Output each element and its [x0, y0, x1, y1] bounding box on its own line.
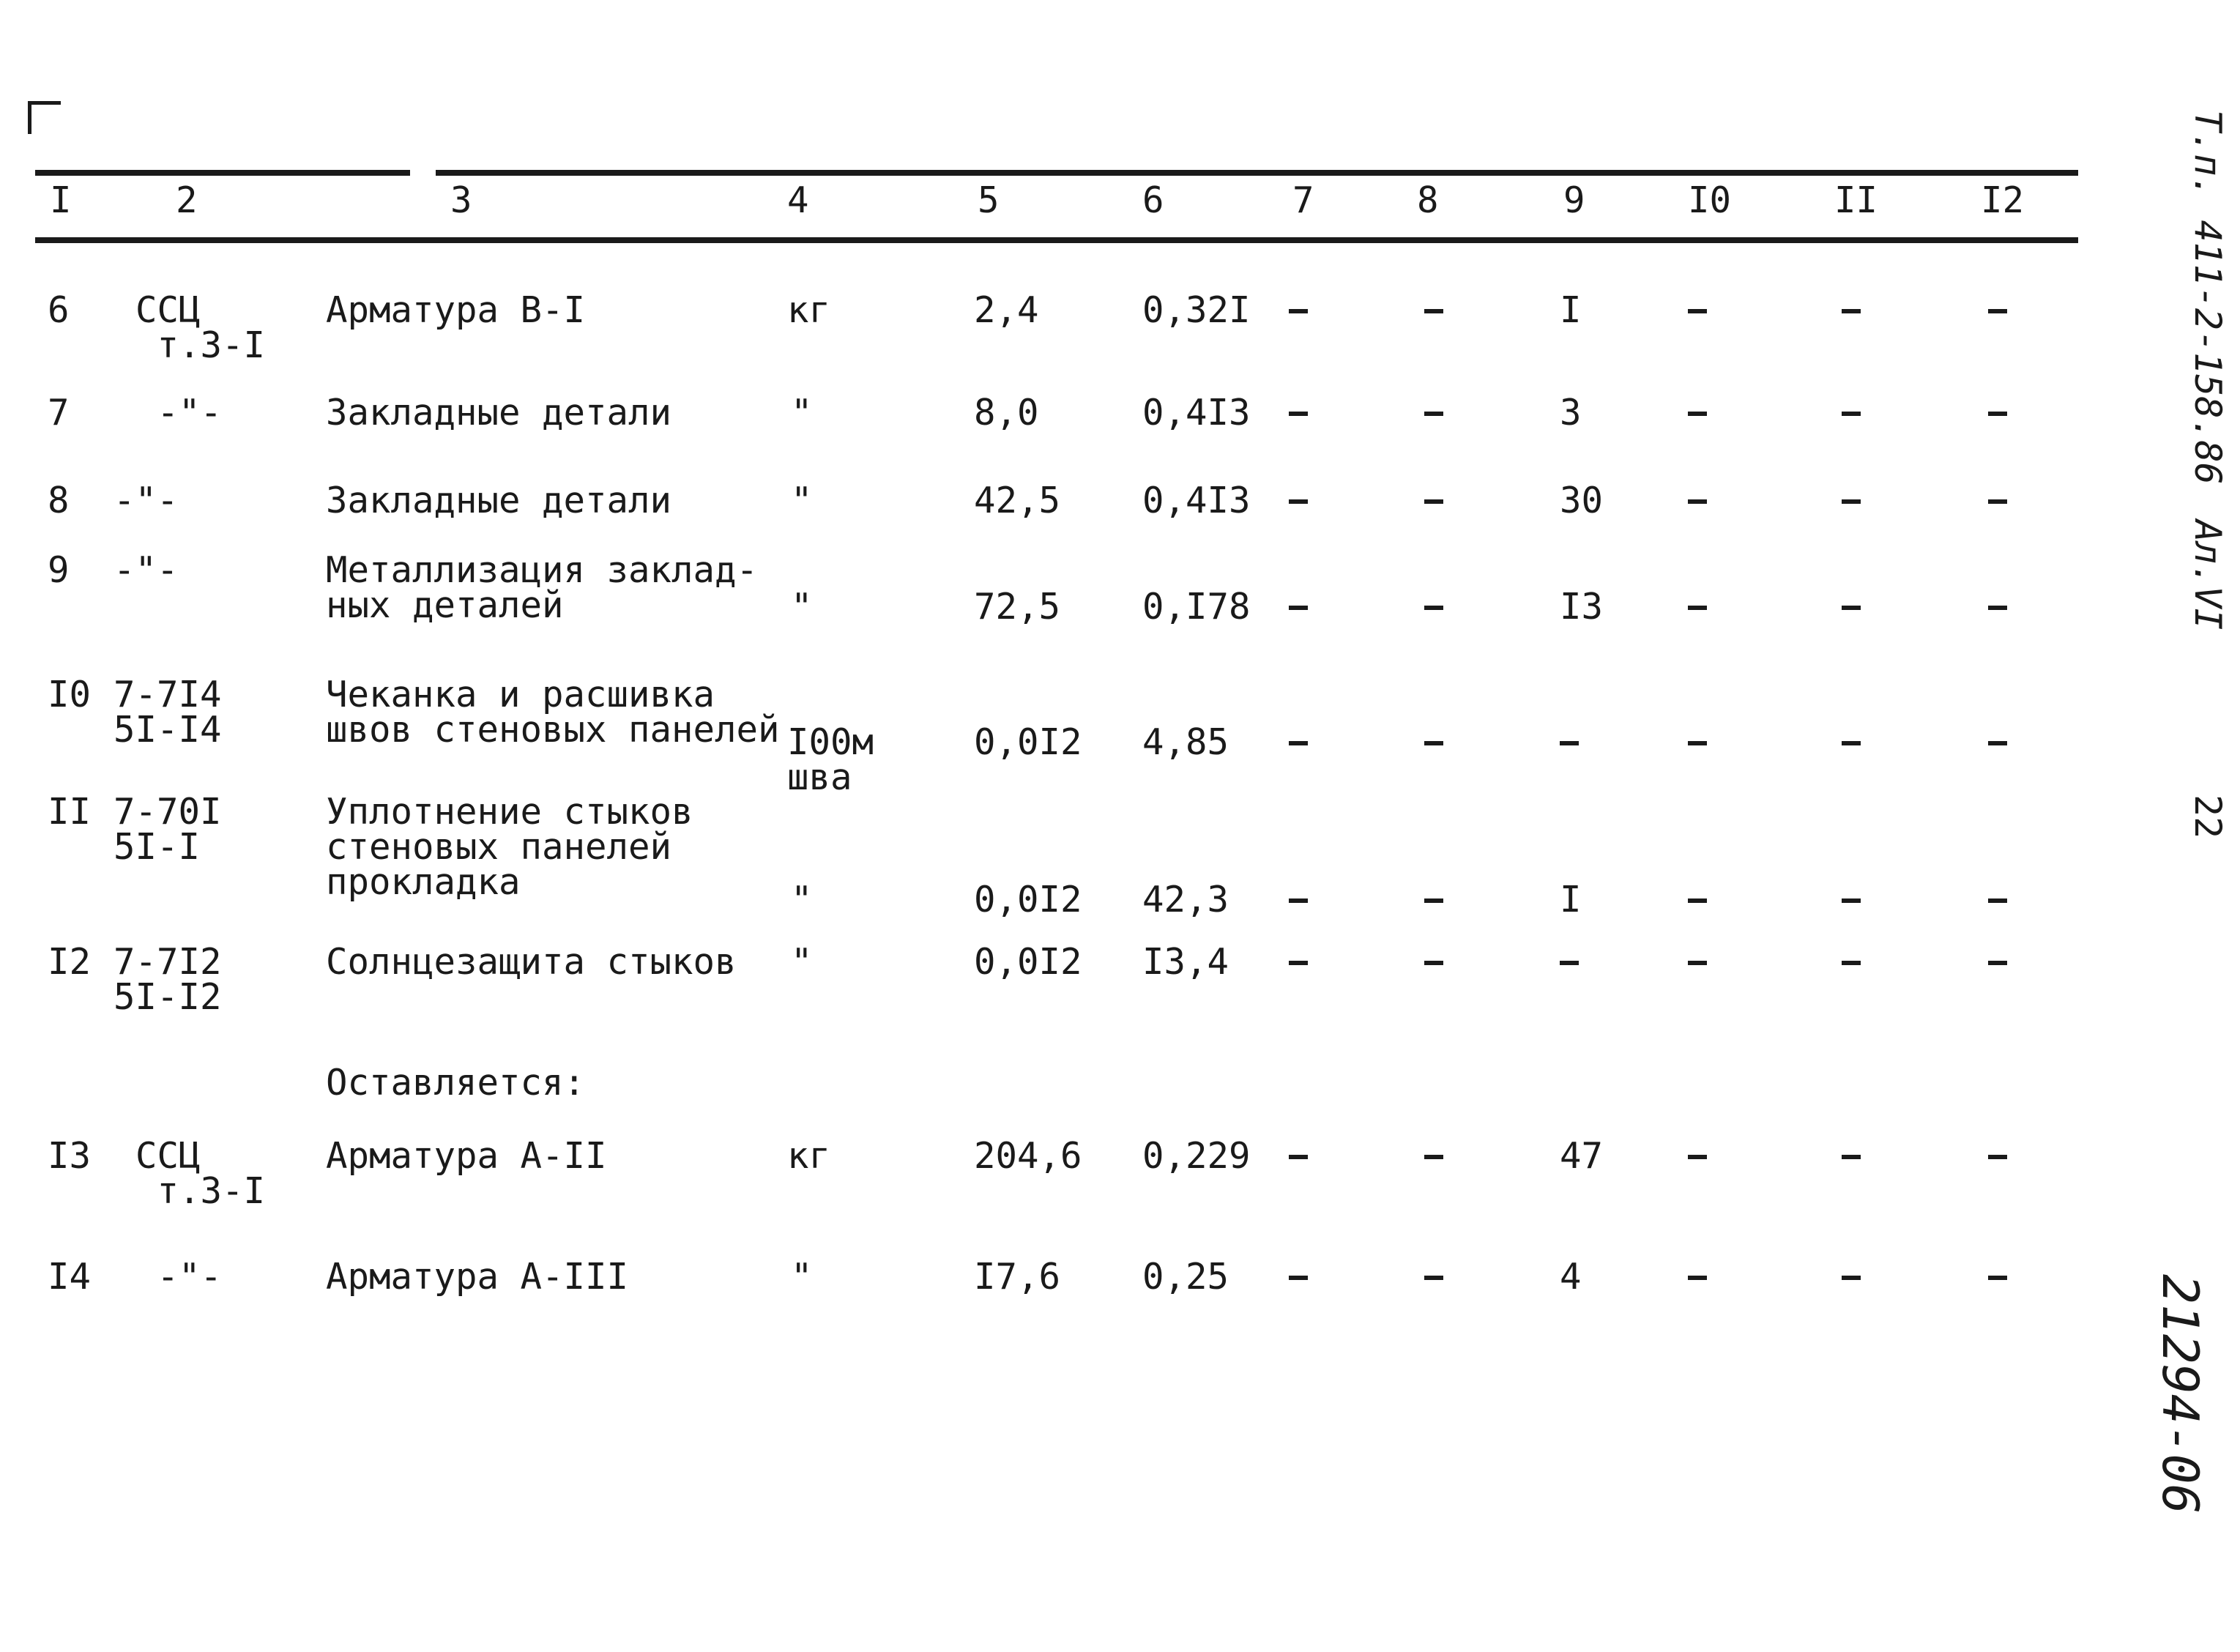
table-cell-name: Чеканка и расшивка швов стеновых панелей [326, 674, 780, 751]
column-header-6: 6 [1142, 179, 1164, 221]
table-cell-name: Закладные детали [326, 480, 672, 521]
table-cell-num: 6 [48, 289, 70, 331]
table-cell-unit: " [791, 941, 813, 983]
cell-c10-dash [1688, 741, 1707, 745]
table-cell-num: 9 [48, 549, 70, 591]
cell-c12-dash [1988, 741, 2007, 745]
table-cell-c6: 42,3 [1142, 879, 1229, 920]
table-cell-num: I3 [48, 1135, 92, 1177]
table-cell-num: I0 [48, 674, 92, 715]
cell-c8-dash [1424, 898, 1443, 903]
cell-c12-dash [1988, 606, 2007, 610]
cell-c11-dash [1842, 499, 1861, 504]
cell-c7-dash [1289, 741, 1308, 745]
cell-c10-dash [1688, 898, 1707, 903]
table-cell-c5: 0,0I2 [974, 721, 1082, 763]
table-cell-name: Солнцезащита стыков [326, 941, 737, 983]
cell-c7-dash [1289, 412, 1308, 416]
table-cell-code: -"- [114, 549, 179, 591]
column-header-12: I2 [1981, 179, 2025, 221]
table-cell-c5: 0,0I2 [974, 879, 1082, 920]
table-cell-code: 7-7I4 5I-I4 [114, 674, 222, 751]
table-cell-c9: I3 [1560, 586, 1604, 628]
cell-c7-dash [1289, 309, 1308, 313]
cell-c7-dash [1289, 499, 1308, 504]
cell-c11-dash [1842, 961, 1861, 965]
table-cell-c6: I3,4 [1142, 941, 1229, 983]
table-cell-c5: 72,5 [974, 586, 1061, 628]
cell-c8-dash [1424, 309, 1443, 313]
table-cell-c9: 4 [1560, 1256, 1582, 1298]
cell-c7-dash [1289, 961, 1308, 965]
cell-c7-dash [1289, 898, 1308, 903]
cell-c12-dash [1988, 1155, 2007, 1159]
table-cell-name: Арматура А-II [326, 1135, 607, 1177]
table-cell-c9: I [1560, 289, 1582, 331]
table-cell-unit: I00м шва [787, 721, 874, 798]
column-header-11: II [1834, 179, 1878, 221]
table-cell-c9: 3 [1560, 392, 1582, 434]
cell-c11-dash [1842, 606, 1861, 610]
document-reference: Т.п. 411-2-158.86 [2187, 110, 2229, 485]
table-cell-c6: 0,I78 [1142, 586, 1251, 628]
table-cell-unit: " [791, 480, 813, 521]
cell-c12-dash [1988, 961, 2007, 965]
cell-c7-dash [1289, 1276, 1308, 1280]
cell-c10-dash [1688, 499, 1707, 504]
table-cell-num: I4 [48, 1256, 92, 1298]
cell-c8-dash [1424, 961, 1443, 965]
cell-c12-dash [1988, 499, 2007, 504]
table-cell-unit: " [791, 586, 813, 628]
cell-c11-dash [1842, 412, 1861, 416]
cell-c12-dash [1988, 1276, 2007, 1280]
table-cell-unit: " [791, 879, 813, 920]
cell-c12-dash [1988, 412, 2007, 416]
header-rule [35, 237, 2078, 243]
table-cell-num: II [48, 791, 92, 833]
corner-mark [28, 101, 61, 134]
column-header-10: I0 [1688, 179, 1732, 221]
cell-c8-dash [1424, 606, 1443, 610]
table-cell-num: 7 [48, 392, 70, 434]
cell-c11-dash [1842, 309, 1861, 313]
table-cell-code: ССЦ т.3-I [135, 1135, 266, 1212]
top-rule [35, 170, 2078, 176]
cell-c12-dash [1988, 309, 2007, 313]
cell-c10-dash [1688, 309, 1707, 313]
inventory-number: 21294-06 [2151, 1274, 2209, 1514]
cell-c11-dash [1842, 741, 1861, 745]
table-cell-code: -"- [135, 1256, 223, 1298]
table-cell-code: 7-7I2 5I-I2 [114, 941, 222, 1018]
table-cell-name: Уплотнение стыков стеновых панелей прокладка [326, 791, 693, 903]
table-cell-c5: 2,4 [974, 289, 1039, 331]
column-header-5: 5 [978, 179, 1000, 221]
cell-c8-dash [1424, 412, 1443, 416]
table-cell-name: Закладные детали [326, 392, 672, 434]
table-cell-c6: 4,85 [1142, 721, 1229, 763]
table-cell-c5: I7,6 [974, 1256, 1061, 1298]
table-cell-code: -"- [114, 480, 179, 521]
cell-c11-dash [1842, 1276, 1861, 1280]
cell-c10-dash [1688, 412, 1707, 416]
table-cell-num: 8 [48, 480, 70, 521]
cell-c12-dash [1988, 898, 2007, 903]
table-cell-c6: 0,4I3 [1142, 480, 1251, 521]
table-cell-c6: 0,25 [1142, 1256, 1229, 1298]
column-header-4: 4 [787, 179, 809, 221]
cell-c7-dash [1289, 1155, 1308, 1159]
cell-c8-dash [1424, 1155, 1443, 1159]
cell-c11-dash [1842, 898, 1861, 903]
section-label: Оставляется: [326, 1062, 586, 1104]
cell-c11-dash [1842, 1155, 1861, 1159]
table-cell-c5: 42,5 [974, 480, 1061, 521]
table-cell-c6: 0,4I3 [1142, 392, 1251, 434]
table-cell-c6: 0,32I [1142, 289, 1251, 331]
table-cell-c5: 0,0I2 [974, 941, 1082, 983]
column-header-2: 2 [176, 179, 198, 221]
cell-c9-dash [1560, 741, 1579, 745]
table-cell-unit: кг [787, 289, 831, 331]
cell-c8-dash [1424, 499, 1443, 504]
table-cell-c9: I [1560, 879, 1582, 920]
table-cell-unit: кг [787, 1135, 831, 1177]
table-cell-unit: " [791, 1256, 813, 1298]
cell-c9-dash [1560, 961, 1579, 965]
table-cell-c9: 47 [1560, 1135, 1604, 1177]
table-cell-name: Арматура В-I [326, 289, 586, 331]
table-cell-code: 7-70I 5I-I [114, 791, 222, 868]
column-header-1: I [50, 179, 72, 221]
cell-c7-dash [1289, 606, 1308, 610]
cell-c10-dash [1688, 1276, 1707, 1280]
table-cell-c5: 8,0 [974, 392, 1039, 434]
page-number: 22 [2187, 795, 2229, 839]
cell-c10-dash [1688, 961, 1707, 965]
album-number: Ал.VI [2187, 520, 2229, 630]
column-header-7: 7 [1292, 179, 1314, 221]
cell-c10-dash [1688, 1155, 1707, 1159]
table-cell-unit: " [791, 392, 813, 434]
column-header-3: 3 [450, 179, 472, 221]
table-cell-code: ССЦ т.3-I [135, 289, 266, 366]
table-cell-c9: 30 [1560, 480, 1604, 521]
cell-c8-dash [1424, 1276, 1443, 1280]
cell-c10-dash [1688, 606, 1707, 610]
column-header-8: 8 [1417, 179, 1439, 221]
cell-c8-dash [1424, 741, 1443, 745]
table-cell-name: Арматура А-III [326, 1256, 629, 1298]
column-header-9: 9 [1563, 179, 1585, 221]
table-cell-code: -"- [135, 392, 223, 434]
table-cell-num: I2 [48, 941, 92, 983]
table-cell-c5: 204,6 [974, 1135, 1082, 1177]
table-cell-c6: 0,229 [1142, 1135, 1251, 1177]
table-cell-name: Металлизация заклад- ных деталей [326, 549, 759, 626]
